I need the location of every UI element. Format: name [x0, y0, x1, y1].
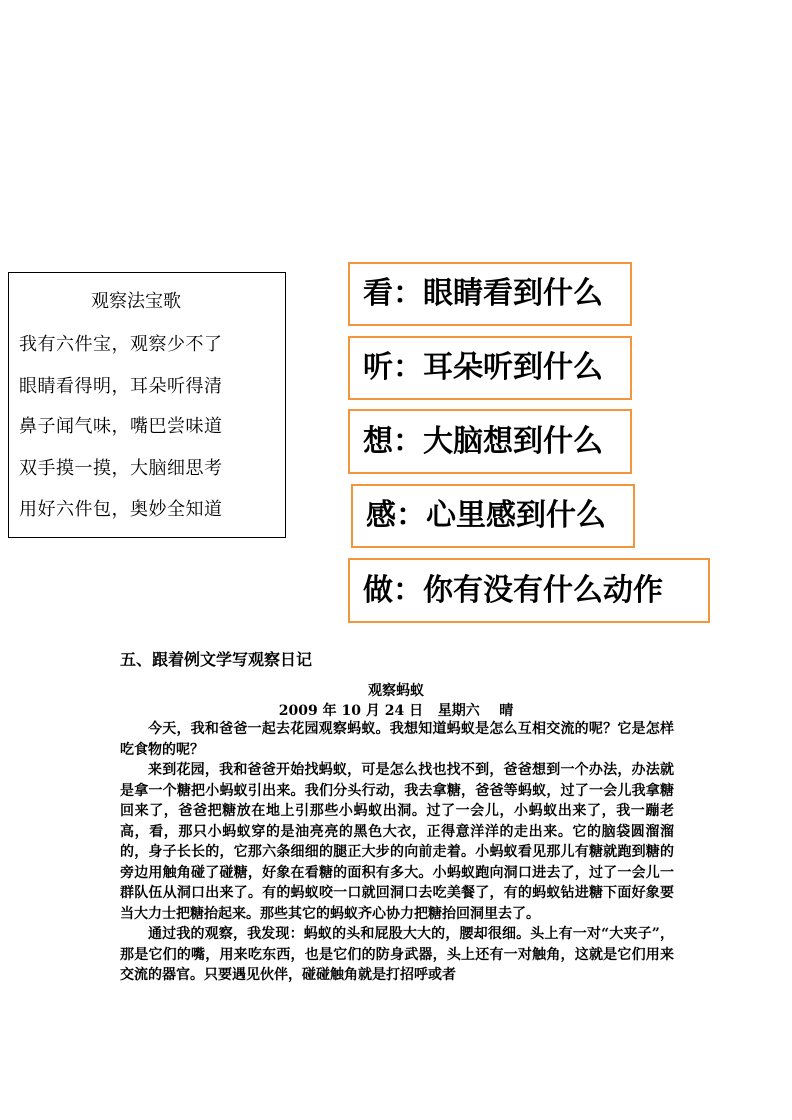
essay-paragraph: 来到花园，我和爸爸开始找蚂蚁，可是怎么找也找不到，爸爸想到一个办法，办法就是拿一个糖把小蚂蚁引出来。我们分头行动，我去拿糖，爸爸等蚂蚁，过了一会儿我拿糖回来了，爸爸把糖放在地上引那些小蚂蚁出洞。过了一会儿，小蚂蚁出来了，我一蹦老高，看，那只小蚂蚁穿的是油亮亮的黑色大衣，正得意洋洋的走出来。它的脑袋圆溜溜的，身子长长的，它那六条细细的腿正大步的向前走着。小蚂蚁看见那儿有糖就跑到糖的旁边用触角碰了碰糖，好象在看糖的面积有多大。小蚂蚁跑向洞口进去了，过了一会儿一群队伍从洞口出来了。有的蚂蚁咬一口就回洞口去吃美餐了，有的蚂蚁钻进糖下面好象要当大力士把糖抬起来。那些其它的蚂蚁齐心协力把糖抬回洞里去了。: [120, 762, 674, 922]
poem-box: [8, 272, 286, 538]
poem-line: 眼睛看得明，耳朵听得清: [19, 376, 223, 397]
section-title: 五、跟着例文学写观察日记: [120, 650, 313, 669]
prompt-box-do: 做：你有没有什么动作: [348, 558, 710, 623]
essay-paragraph: 通过我的观察，我发现：蚂蚁的头和屁股大大的，腰却很细。头上有一对“大夹子”，那是它们的嘴，用来吃东西，也是它们的防身武器，头上还有一对触角，这就是它们用来交流的器官。只要遇见伙伴，碰碰触角就是打招呼或者: [120, 926, 674, 983]
prompt-box-look: 看：眼睛看到什么: [348, 262, 632, 326]
essay-paragraph: 今天，我和爸爸一起去花园观察蚂蚁。我想知道蚂蚁是怎么互相交流的呢？它是怎样吃食物的呢？: [120, 721, 674, 758]
essay-title: 观察蚂蚁: [368, 683, 424, 699]
poem-title: 观察法宝歌: [91, 291, 181, 312]
essay-body: [120, 719, 674, 986]
poem-line: 我有六件宝，观察少不了: [19, 334, 223, 355]
prompt-box-listen: 听：耳朵听到什么: [348, 336, 632, 400]
poem-line: 用好六件包，奥妙全知道: [19, 499, 223, 520]
prompt-box-feel: 感：心里感到什么: [351, 484, 635, 548]
prompt-box-think: 想：大脑想到什么: [348, 409, 632, 474]
poem-line: 双手摸一摸，大脑细思考: [19, 458, 223, 479]
poem-line: 鼻子闻气味，嘴巴尝味道: [19, 416, 223, 437]
essay-date: 2009 年 10 月 24 日 星期六 晴: [278, 703, 514, 719]
